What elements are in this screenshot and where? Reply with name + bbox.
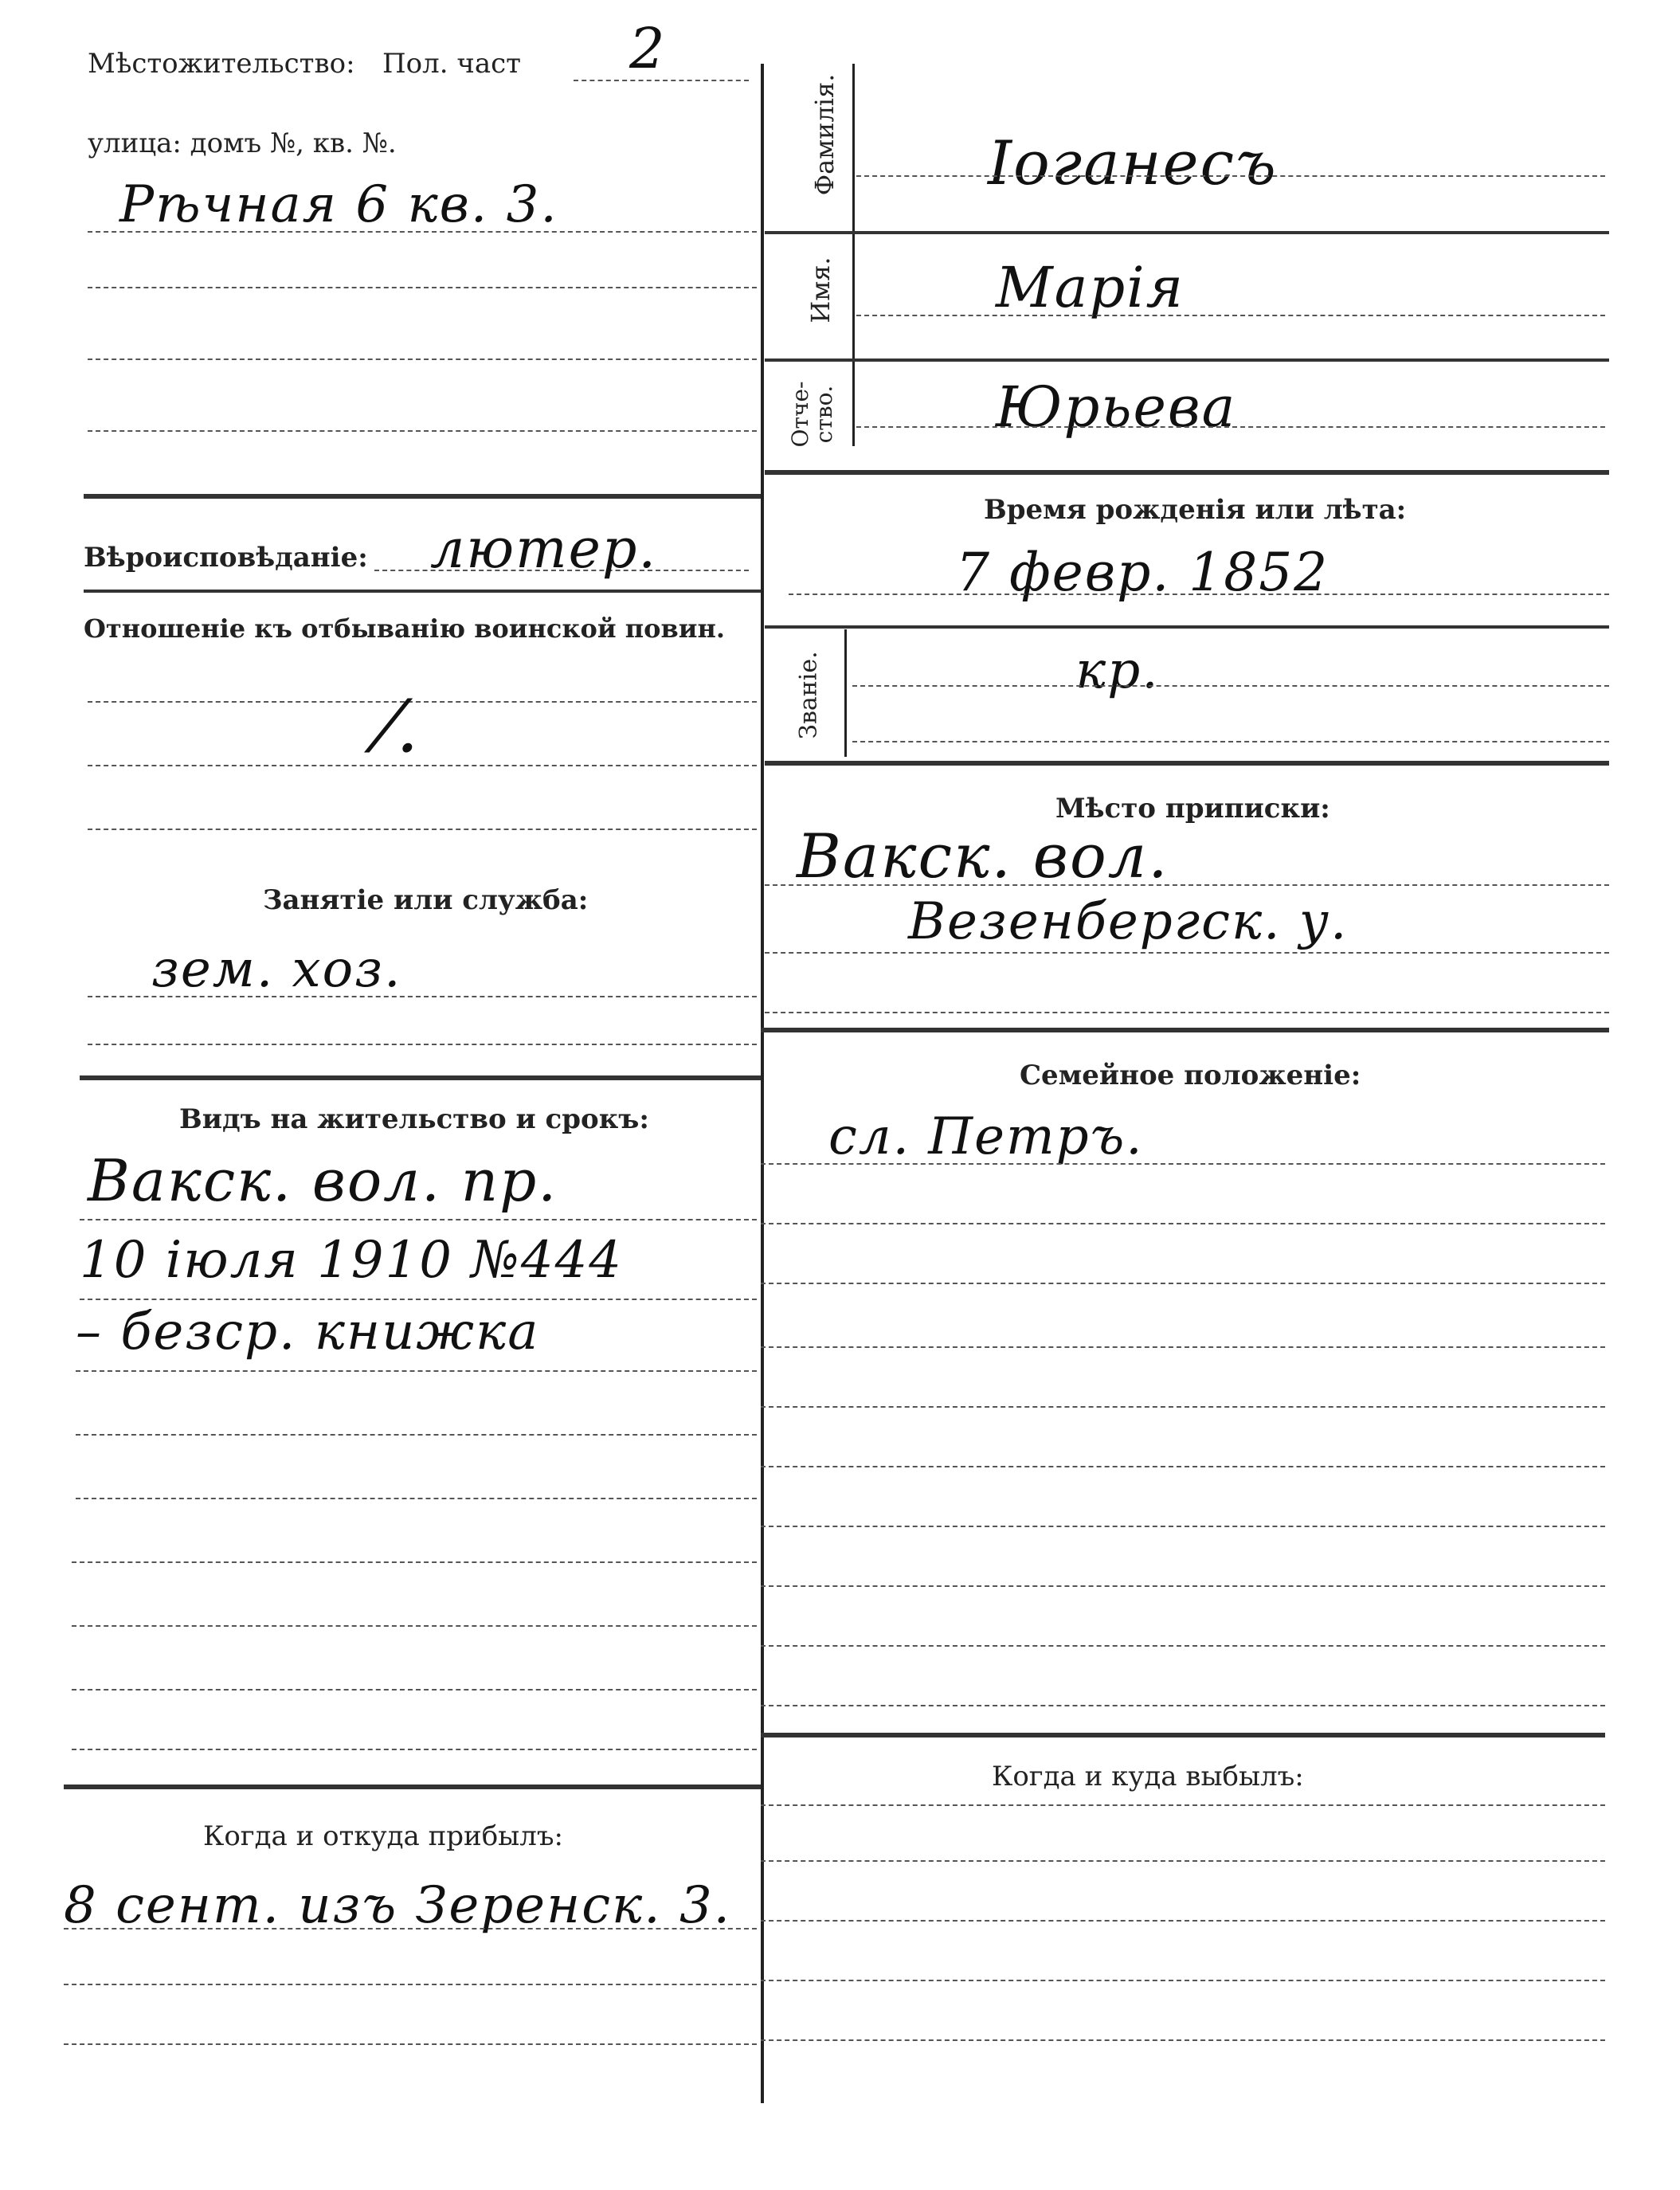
occupation-line-2 (88, 1044, 757, 1045)
police-part-value: 2 (629, 16, 667, 81)
family-rule-6 (761, 1466, 1605, 1467)
military-value: ⁄. (382, 685, 421, 769)
section-rule-1 (84, 494, 761, 499)
family-rule-1 (761, 1163, 1605, 1165)
family-rule-7 (761, 1526, 1605, 1527)
permit-rule-1 (80, 1219, 757, 1220)
rank-line-2 (852, 741, 1609, 742)
departed-rule-5 (761, 2039, 1605, 2041)
family-rule-4 (761, 1346, 1605, 1348)
street-label: улица: домъ №, кв. №. (88, 127, 397, 159)
departed-rule-4 (761, 1980, 1605, 1981)
permit-rule-4 (76, 1434, 757, 1436)
section-rule-r4 (761, 1028, 1609, 1032)
section-rule-3 (80, 1075, 761, 1080)
registration-rule-2 (765, 952, 1609, 954)
arrived-line-3 (64, 2043, 757, 2045)
rank-column-divider (844, 629, 847, 757)
registration-line-1: Вакск. вол. (797, 821, 1169, 891)
street-line-2 (88, 287, 757, 288)
section-rule-r2 (765, 625, 1609, 629)
section-rule-r3 (765, 761, 1609, 766)
registration-line-2: Везенбергск. у. (908, 892, 1349, 951)
street-line-4 (88, 430, 757, 432)
permit-rule-5 (76, 1498, 757, 1499)
name-line (856, 315, 1605, 316)
registration-rule-3 (765, 1012, 1609, 1013)
birth-value: 7 февр. 1852 (956, 542, 1330, 603)
military-line-1 (88, 701, 757, 703)
rank-label: Званіе. (794, 651, 823, 739)
name-rule (765, 358, 1609, 362)
arrived-line-1 (64, 1928, 757, 1929)
police-part-label: Пол. част (382, 48, 521, 80)
name-label: Имя. (805, 257, 836, 323)
family-rule-10 (761, 1705, 1605, 1706)
residence-label: Мѣстожительство: (88, 48, 355, 80)
rank-value: кр. (1075, 641, 1160, 700)
family-rule-3 (761, 1283, 1605, 1284)
departed-rule-2 (761, 1860, 1605, 1862)
permit-line-2: 10 іюля 1910 №444 (80, 1231, 623, 1290)
permit-line-1: Вакск. вол. пр. (88, 1147, 558, 1214)
permit-rule-3 (76, 1370, 757, 1372)
permit-rule-2 (80, 1299, 757, 1300)
arrived-value: 8 сент. изъ Зеренск. 3. (64, 1876, 731, 1935)
military-label: Отношеніе къ отбыванію воинской повин. (84, 613, 726, 644)
family-label: Семейное положеніе: (1020, 1060, 1361, 1091)
patronymic-line (856, 426, 1605, 428)
family-rule-2 (761, 1223, 1605, 1224)
birth-line (789, 594, 1609, 595)
family-rule-8 (761, 1585, 1605, 1587)
arrived-label: Когда и откуда прибылъ: (203, 1820, 563, 1852)
street-line-3 (88, 358, 757, 360)
religion-label: Вѣроисповѣданіе: (84, 542, 368, 574)
occupation-line-1 (88, 996, 757, 997)
street-line-1 (88, 231, 757, 233)
label-column-divider (852, 64, 855, 446)
religion-value: лютер. (430, 518, 658, 581)
surname-value: Іоганесъ (988, 127, 1278, 198)
family-value: сл. Петръ. (828, 1107, 1144, 1166)
surname-label: Фамилія. (809, 73, 840, 196)
birth-label: Время рожденія или лѣта: (984, 494, 1407, 526)
rank-line-1 (852, 685, 1609, 687)
surname-line (856, 175, 1605, 177)
military-line-2 (88, 765, 757, 766)
permit-label: Видъ на жительство и срокъ: (179, 1103, 649, 1135)
section-rule-r5 (761, 1733, 1605, 1738)
arrived-line-2 (64, 1984, 757, 1985)
military-line-3 (88, 829, 757, 830)
departed-label: Когда и куда выбылъ: (992, 1761, 1304, 1792)
registration-label: Мѣсто приписки: (1055, 793, 1330, 825)
section-rule-4 (64, 1785, 761, 1789)
departed-rule-3 (761, 1920, 1605, 1922)
departed-rule-1 (761, 1804, 1605, 1806)
occupation-value: зем. хоз. (151, 940, 402, 999)
occupation-label: Занятіе или служба: (263, 884, 589, 916)
patronymic-value: Юрьева (996, 374, 1237, 440)
section-rule-r1 (765, 470, 1609, 475)
permit-rule-7 (72, 1625, 757, 1627)
permit-rule-9 (72, 1749, 757, 1750)
family-rule-9 (761, 1645, 1605, 1647)
surname-rule (765, 231, 1609, 234)
family-rule-5 (761, 1406, 1605, 1408)
patronymic-label: Отче-ство. (787, 381, 837, 448)
street-value: Рѣчная 6 кв. 3. (119, 175, 558, 234)
permit-line-3: – безср. книжка (76, 1303, 540, 1361)
center-divider (761, 64, 764, 2103)
permit-rule-6 (72, 1561, 757, 1563)
name-value: Марія (996, 255, 1185, 320)
registration-rule-1 (765, 884, 1609, 886)
section-rule-2 (84, 590, 761, 593)
permit-rule-8 (72, 1689, 757, 1690)
